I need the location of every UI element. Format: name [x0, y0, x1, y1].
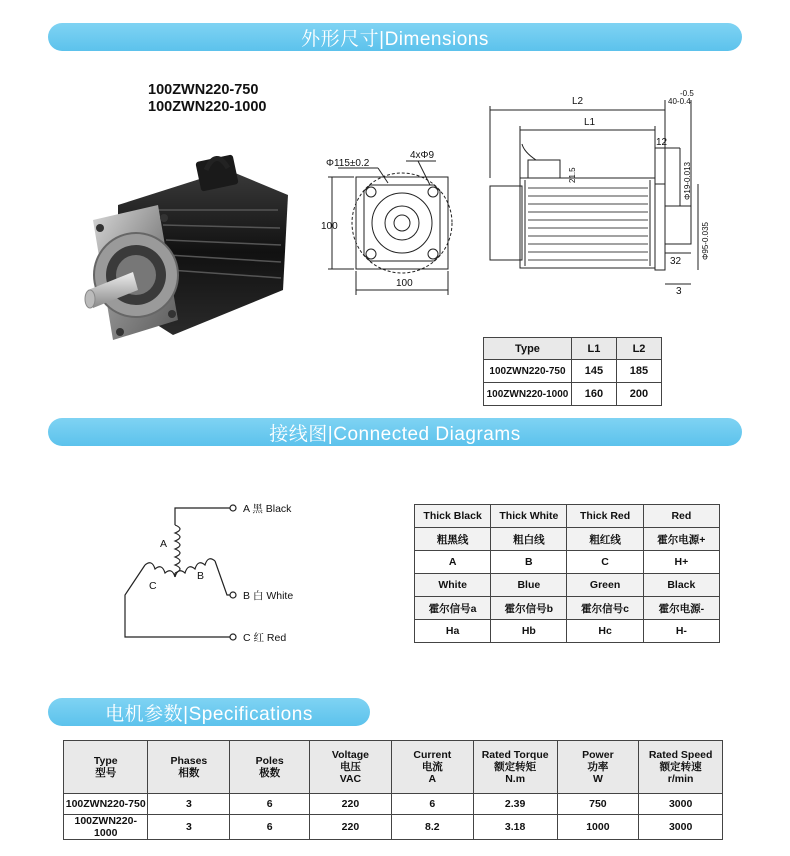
spec-col-torque: Rated Torque 额定转矩 N.m: [473, 741, 557, 794]
table-row: [64, 815, 723, 840]
conn-cell: Hb: [491, 620, 567, 643]
conn-cell: Red: [643, 505, 719, 528]
spec-table-header: [64, 741, 723, 794]
connection-table: [414, 504, 720, 643]
table-row: [415, 505, 720, 528]
conn-cell: 霍尔信号c: [567, 597, 643, 620]
dim-cell: 100ZWN220-1000: [484, 383, 572, 406]
table-row: [415, 620, 720, 643]
dim-cell: 185: [616, 360, 661, 383]
flange-dia-label: Φ115±0.2: [326, 158, 370, 169]
spec-col-voltage: Voltage 电压 VAC: [310, 741, 392, 794]
spec-cell: 3000: [639, 815, 723, 840]
wiring-diagram: [115, 495, 315, 650]
dimensions-banner: [48, 23, 742, 51]
conn-cell: Green: [567, 574, 643, 597]
coil-a-label: A: [160, 538, 168, 550]
table-row: [415, 574, 720, 597]
d21-label: 21.5: [568, 167, 577, 183]
pilot-label: Φ95-0.035: [701, 222, 710, 260]
conn-cell: Hc: [567, 620, 643, 643]
conn-cell: Ha: [415, 620, 491, 643]
tol-top-label: -0.5: [680, 89, 694, 98]
spec-col-poles: Poles 极数: [230, 741, 310, 794]
model-names: [148, 82, 267, 116]
spec-cell: 6: [230, 794, 310, 815]
conn-cell: C: [567, 551, 643, 574]
spec-col-type: Type 型号: [64, 741, 148, 794]
dim-col-l1: L1: [571, 338, 616, 360]
conn-cell: Blue: [491, 574, 567, 597]
conn-cell: 粗红线: [567, 528, 643, 551]
table-row: [415, 528, 720, 551]
conn-cell: H-: [643, 620, 719, 643]
conn-cell: Black: [643, 574, 719, 597]
d3-label: 3: [676, 286, 682, 297]
conn-cell: White: [415, 574, 491, 597]
terminal-a-label: A 黑 Black: [243, 503, 292, 515]
front-view-drawing: [318, 145, 468, 300]
conn-cell: 粗白线: [491, 528, 567, 551]
side-view-drawing: [480, 88, 725, 298]
L1-label: L1: [584, 117, 596, 128]
conn-cell: A: [415, 551, 491, 574]
table-row: [484, 360, 662, 383]
spec-cell: 8.2: [391, 815, 473, 840]
connected-banner: [48, 418, 742, 446]
table-row: [415, 597, 720, 620]
spec-cell: 3: [148, 815, 230, 840]
conn-cell: Thick White: [491, 505, 567, 528]
spec-col-speed: Rated Speed 额定转速 r/min: [639, 741, 723, 794]
conn-cell: H+: [643, 551, 719, 574]
coil-c-label: C: [149, 580, 157, 592]
dim-cell: 145: [571, 360, 616, 383]
dim-cell: 200: [616, 383, 661, 406]
side-dim-label: 100: [321, 221, 338, 232]
conn-cell: 粗黑线: [415, 528, 491, 551]
d12-label: 12: [656, 137, 668, 148]
spec-cell: 220: [310, 794, 392, 815]
conn-cell: B: [491, 551, 567, 574]
spec-cell: 1000: [557, 815, 639, 840]
conn-cell: 霍尔信号a: [415, 597, 491, 620]
spec-col-power: Power 功率 W: [557, 741, 639, 794]
table-row: [64, 794, 723, 815]
holes-label: 4xΦ9: [410, 150, 435, 161]
dim-cell: 160: [571, 383, 616, 406]
spec-cell: 220: [310, 815, 392, 840]
table-row: [484, 383, 662, 406]
motor-photo: [78, 150, 298, 355]
conn-cell: 霍尔信号b: [491, 597, 567, 620]
spec-cell: 750: [557, 794, 639, 815]
terminal-b-label: B 白 White: [243, 590, 294, 602]
specifications-table: [63, 740, 723, 840]
dimension-table: [483, 337, 662, 406]
spec-cell: 6: [391, 794, 473, 815]
dim-cell: 100ZWN220-750: [484, 360, 572, 383]
spec-cell: 3000: [639, 794, 723, 815]
connected-title: 接线图|Connected Diagrams: [269, 423, 521, 445]
width-dim-label: 100: [396, 278, 413, 289]
spec-cell: 100ZWN220-750: [64, 794, 148, 815]
spec-cell: 3.18: [473, 815, 557, 840]
L2-label: L2: [572, 96, 584, 107]
tol-40-label: 40-0.4: [668, 97, 691, 106]
model-name-1: 100ZWN220-750: [148, 82, 259, 98]
terminal-c-label: C 红 Red: [243, 632, 287, 644]
d32-label: 32: [670, 256, 682, 267]
dimensions-title: 外形尺寸|Dimensions: [301, 28, 489, 50]
specs-title: 电机参数|Specifications: [105, 703, 313, 725]
coil-b-label: B: [197, 570, 205, 582]
conn-cell: Thick Red: [567, 505, 643, 528]
spec-cell: 2.39: [473, 794, 557, 815]
spec-col-phases: Phases 相数: [148, 741, 230, 794]
conn-cell: Thick Black: [415, 505, 491, 528]
shaft-label: Φ19-0.013: [683, 162, 692, 200]
spec-cell: 100ZWN220-1000: [64, 815, 148, 840]
spec-col-current: Current 电流 A: [391, 741, 473, 794]
conn-cell: 霍尔电源-: [643, 597, 719, 620]
dim-col-l2: L2: [616, 338, 661, 360]
table-row: [415, 551, 720, 574]
model-name-2: 100ZWN220-1000: [148, 99, 267, 115]
dim-col-type: Type: [484, 338, 572, 360]
conn-cell: 霍尔电源+: [643, 528, 719, 551]
spec-cell: 6: [230, 815, 310, 840]
specs-banner: [48, 698, 370, 726]
spec-cell: 3: [148, 794, 230, 815]
dim-table-header: [484, 338, 662, 360]
